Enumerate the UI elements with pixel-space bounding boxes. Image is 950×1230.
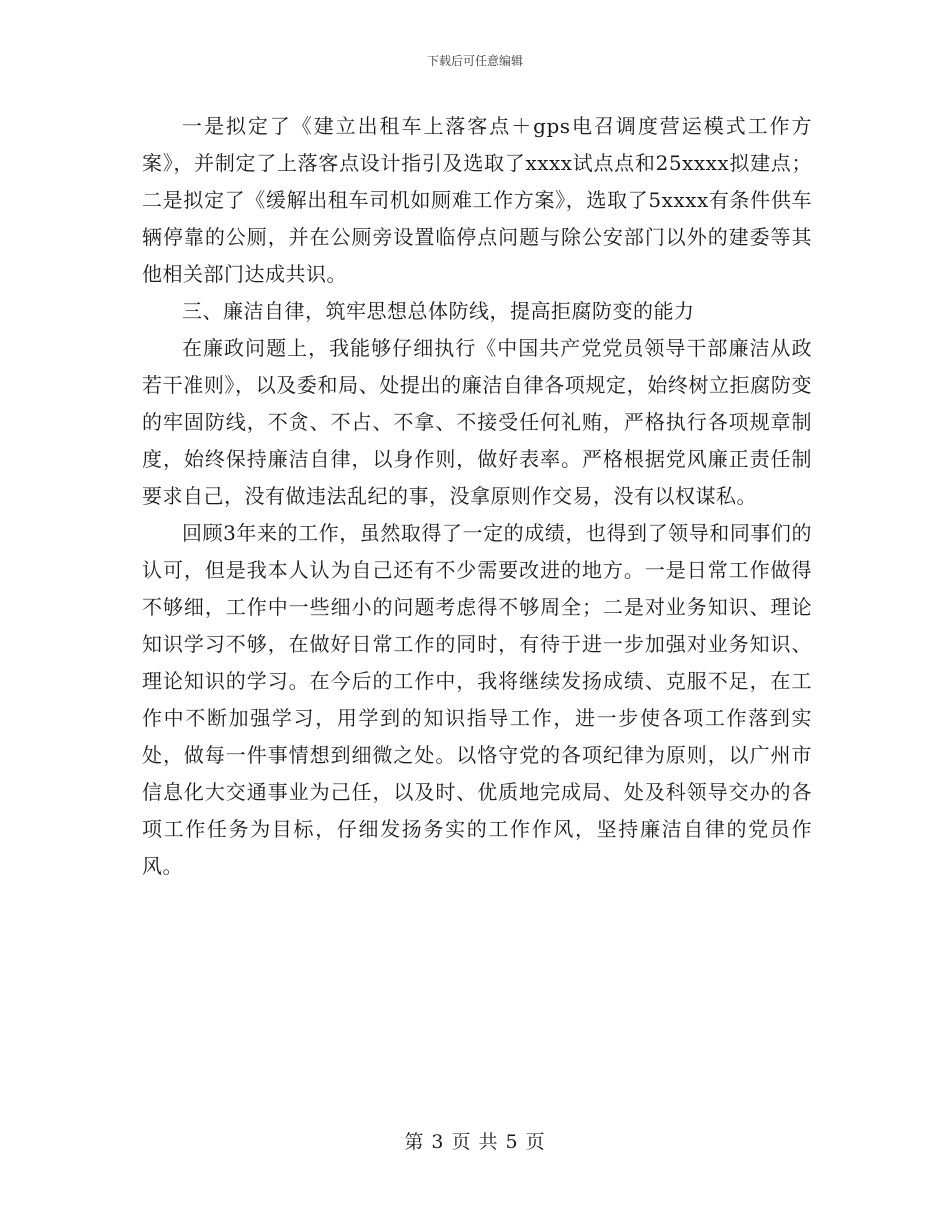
- paragraph-review: 回顾3年来的工作，虽然取得了一定的成绩，也得到了领导和同事们的认可，但是我本人认为自己还有不少需要改进的地方。一是日常工作做得不够细，工作中一些细小的问题考虑得不够周全；二是对业务知识、理论知识学习不够，在做好日常工作的同时，有待于进一步加强对业务知识、理论知识的学习。在今后的工作中，我将继续发扬成绩、克服不足，在工作中不断加强学习，用学到的知识指导工作，进一步使各项工作落到实处，做每一件事情想到细微之处。以恪守党的各项纪律为原则，以广州市信息化大交通事业为己任，以及时、优质地完成局、处及科领导交办的各项工作任务为目标，仔细发扬务实的工作作风，坚持廉洁自律的党员作风。: [142, 521, 812, 878]
- page-header: 下载后可任意编辑: [426, 54, 523, 68]
- section-heading-integrity: 三、廉洁自律，筑牢思想总体防线，提高拒腐防变的能力: [182, 299, 695, 323]
- paragraph-work-plans: 一是拟定了《建立出租车上落客点＋gps电召调度营运模式工作方案》，并制定了上落客点设计指引及选取了xxxx试点点和25xxxx拟建点；二是拟定了《缓解出租车司机如厕难工作方案》，选取了5xxxx有条件供车辆停靠的公厕，并在公厕旁设置临停点问题与除公安部门以外的建委等其他相关部门达成共识。: [142, 114, 812, 286]
- document-body: [142, 108, 812, 885]
- page-footer: 第 3 页 共 5 页: [404, 1131, 546, 1153]
- paragraph-integrity: 在廉政问题上，我能够仔细执行《中国共产党党员领导干部廉洁从政若干准则》，以及委和局、处提出的廉洁自律各项规定，始终树立拒腐防变的牢固防线，不贪、不占、不拿、不接受任何礼贿，严格执行各项规章制度，始终保持廉洁自律，以身作则，做好表率。严格根据党风廉正责任制要求自己，没有做违法乱纪的事，没拿原则作交易，没有以权谋私。: [142, 336, 812, 508]
